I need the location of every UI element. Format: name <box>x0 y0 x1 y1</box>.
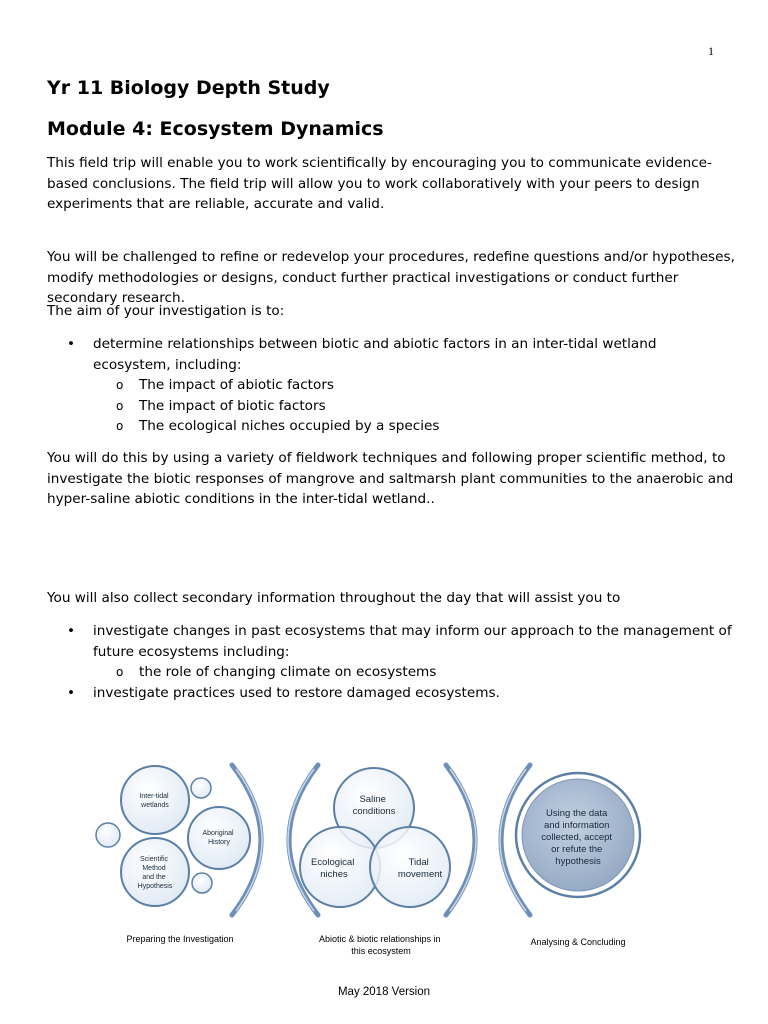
document-title: Yr 11 Biology Depth Study <box>47 77 330 99</box>
bubble-intertidal-wetlands <box>121 766 189 834</box>
secondary-sub-list <box>93 662 737 683</box>
caption-abiotic-line: Abiotic & biotic relationships in <box>318 934 441 944</box>
secondary-bullet-text: investigate changes in past ecosystems that may inform our approach to the management of future ecosystems including: <box>93 623 732 660</box>
bracket-right-1 <box>446 765 476 915</box>
bubble-scientific-method <box>121 838 189 906</box>
caption-preparing: Preparing the Investigation <box>126 934 234 944</box>
caption-abiotic-line: this ecosystem <box>351 946 411 956</box>
investigation-process-diagram <box>0 755 768 965</box>
challenge-paragraph: You will be challenged to refine or redevelop your procedures, redefine questions and/or hypotheses, modify methodologies or designs, conduct further practical investigations or conduct further secondary research. <box>47 249 735 306</box>
method-paragraph: You will do this by using a variety of fieldwork techniques and following proper scientific method, to investigate the biotic responses of mangrove and saltmarsh plant communities to the anaerobic and hyper-saline abiotic conditions in the inter-tidal wetland.. <box>47 450 734 507</box>
bubble-intertidal-line: wetlands <box>141 802 169 809</box>
bubble-scientific-line: and the <box>142 874 166 881</box>
secondary-intro: You will also collect secondary information throughout the day that will assist you to <box>47 590 621 606</box>
secondary-bullet <box>47 683 737 704</box>
small-bubble <box>96 823 120 847</box>
bubble-scientific-line: Scientific <box>140 856 169 863</box>
page-number: 1 <box>708 44 714 58</box>
conclusion-line: collected, accept <box>541 832 613 843</box>
bubble-aboriginal-history <box>188 807 250 869</box>
aim-bullet-list <box>47 334 737 437</box>
secondary-bullet-list <box>47 621 737 703</box>
caption-abiotic <box>319 934 443 956</box>
aim-intro: The aim of your investigation is to: <box>47 303 285 319</box>
bubble-intertidal-line: Inter-tidal <box>139 793 169 800</box>
bubble-aboriginal-line: Aboriginal <box>202 830 234 837</box>
secondary-bullet-text: investigate practices used to restore damaged ecosystems. <box>93 684 500 701</box>
conclusion-line: hypothesis <box>555 856 601 867</box>
venn-tidal-line: movement <box>397 869 443 880</box>
intro-paragraph: This field trip will enable you to work scientifically by encouraging you to communicate evidence-based conclusions. The field trip will allow you to work collaboratively with your peers to design experiments that are reliable, accurate and valid. <box>47 155 712 212</box>
venn-ecological-line: niches <box>320 869 348 880</box>
conclusion-bubble <box>516 773 640 897</box>
aim-sub-item: o The ecological niches occupied by a species <box>93 416 737 437</box>
small-bubble <box>191 778 211 798</box>
secondary-bullet <box>47 621 737 683</box>
venn-saline-line: conditions <box>352 806 396 817</box>
aim-sub-list <box>93 375 737 437</box>
aim-bullet-text: determine relationships between biotic and abiotic factors in an inter-tidal wetland ecosystem, including: <box>93 336 657 373</box>
conclusion-line: and information <box>543 820 610 831</box>
bubble-scientific-line: Hypothesis <box>137 883 173 890</box>
footer-version: May 2018 Version <box>337 986 431 998</box>
venn-tidal-line: Tidal <box>408 857 429 868</box>
venn-saline-line: Saline <box>359 794 386 805</box>
venn-ecological-line: Ecological <box>311 857 355 868</box>
module-title: Module 4: Ecosystem Dynamics <box>47 118 384 140</box>
secondary-sub-item: o the role of changing climate on ecosystems <box>93 662 737 683</box>
small-bubble <box>192 873 212 893</box>
bubble-aboriginal-line: History <box>208 839 230 846</box>
aim-sub-item: o The impact of abiotic factors <box>93 375 737 396</box>
conclusion-line: Using the data <box>546 808 608 819</box>
conclusion-line: or refute the <box>551 844 603 855</box>
bubble-scientific-line: Method <box>142 865 166 872</box>
aim-bullet <box>47 334 737 437</box>
aim-sub-item: o The impact of biotic factors <box>93 396 737 417</box>
caption-analysing: Analysing & Concluding <box>530 937 626 947</box>
